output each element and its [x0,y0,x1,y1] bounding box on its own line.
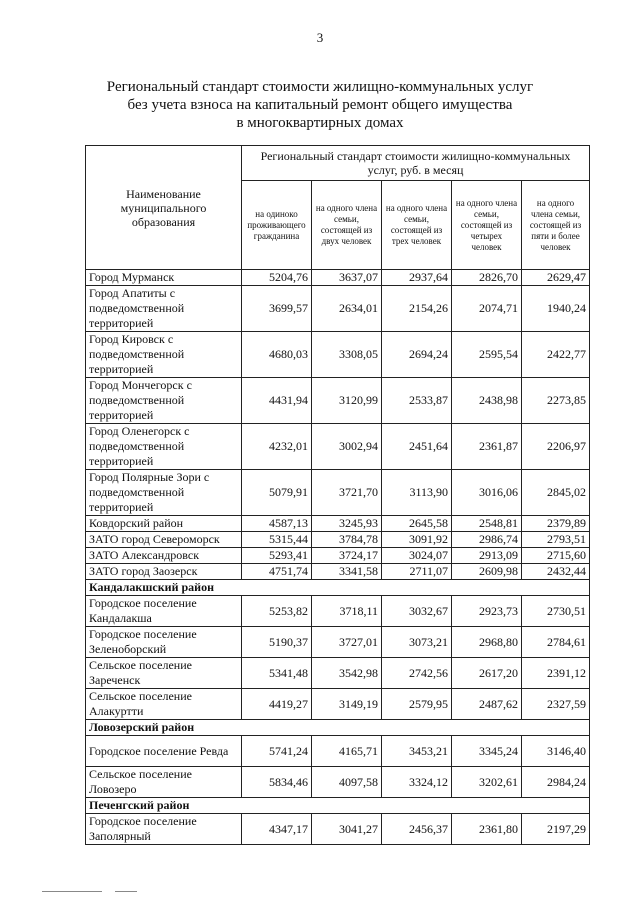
value-three: 3024,07 [382,548,452,564]
value-single: 5834,46 [242,767,312,798]
row-name: Город Кировск с подведомственной территорией [86,332,242,378]
footer-divider [42,891,102,892]
row-name: Город Оленегорск с подведомственной территорией [86,424,242,470]
value-single: 5293,41 [242,548,312,564]
value-single: 4419,27 [242,689,312,720]
row-name: Сельское поселение Алакуртти [86,689,242,720]
value-three: 3113,90 [382,470,452,516]
section-title-pechenga: Печенгский район [86,798,590,814]
table-row [86,627,590,658]
value-four: 2986,74 [452,532,522,548]
value-two: 3718,11 [312,596,382,627]
value-four: 2361,87 [452,424,522,470]
row-name: ЗАТО Александровск [86,548,242,564]
title-line-2: без учета взноса на капитальный ремонт общего имущества [127,97,513,113]
value-four: 2913,09 [452,548,522,564]
value-three: 3073,21 [382,627,452,658]
column-header-municipality: Наименование муниципального образования [86,146,242,270]
value-three: 2533,87 [382,378,452,424]
value-four: 2826,70 [452,270,522,286]
value-single: 4680,03 [242,332,312,378]
row-name: Городское поселение Кандалакша [86,596,242,627]
table-row [86,689,590,720]
value-single: 5315,44 [242,532,312,548]
table-row [86,532,590,548]
value-four: 3345,24 [452,736,522,767]
title-line-1: Региональный стандарт стоимости жилищно-коммунальных услуг [106,79,534,95]
value-three: 3032,67 [382,596,452,627]
value-five-plus: 2845,02 [522,470,590,516]
row-name: Город Мурманск [86,270,242,286]
value-two: 3041,27 [312,814,382,845]
row-name: Ковдорский район [86,516,242,532]
value-two: 3724,17 [312,548,382,564]
value-five-plus: 2432,44 [522,564,590,580]
value-single: 5190,37 [242,627,312,658]
value-single: 5341,48 [242,658,312,689]
section-row [86,580,590,596]
value-four: 2074,71 [452,286,522,332]
table-row [86,767,590,798]
value-single: 3699,57 [242,286,312,332]
value-two: 3721,70 [312,470,382,516]
value-two: 3002,94 [312,424,382,470]
value-single: 4431,94 [242,378,312,424]
value-five-plus: 2379,89 [522,516,590,532]
value-single: 4751,74 [242,564,312,580]
value-three: 2694,24 [382,332,452,378]
value-two: 3727,01 [312,627,382,658]
value-single: 4587,13 [242,516,312,532]
value-two: 3542,98 [312,658,382,689]
table-row [86,470,590,516]
value-four: 2609,98 [452,564,522,580]
value-three: 2645,58 [382,516,452,532]
value-two: 4165,71 [312,736,382,767]
row-name: Городское поселение Ревда [86,736,242,767]
table-row [86,270,590,286]
value-four: 2361,80 [452,814,522,845]
value-single: 4347,17 [242,814,312,845]
section-title-lovozero: Ловозерский район [86,720,590,736]
table-body [86,270,590,845]
row-name: Городское поселение Заполярный [86,814,242,845]
column-header-five-plus-persons: на одного члена семьи, состоящей из пяти и более человек [522,181,590,270]
table-row [86,814,590,845]
value-four: 2595,54 [452,332,522,378]
value-single: 5204,76 [242,270,312,286]
value-four: 2487,62 [452,689,522,720]
value-four: 2617,20 [452,658,522,689]
table-row [86,596,590,627]
value-three: 3091,92 [382,532,452,548]
value-five-plus: 2715,60 [522,548,590,564]
value-four: 3202,61 [452,767,522,798]
table-row [86,332,590,378]
value-three: 3453,21 [382,736,452,767]
column-header-four-persons: на одного члена семьи, состоящей из четырех человек [452,181,522,270]
section-title-kandalaksha: Кандалакшский район [86,580,590,596]
value-five-plus: 2197,29 [522,814,590,845]
table-row [86,548,590,564]
row-name: ЗАТО город Заозерск [86,564,242,580]
tariff-table [85,145,590,845]
value-five-plus: 2730,51 [522,596,590,627]
value-two: 2634,01 [312,286,382,332]
value-two: 3245,93 [312,516,382,532]
row-name: Городское поселение Зеленоборский [86,627,242,658]
value-three: 2742,56 [382,658,452,689]
value-four: 2438,98 [452,378,522,424]
value-five-plus: 2784,61 [522,627,590,658]
row-name: Город Полярные Зори с подведомственной территорией [86,470,242,516]
value-five-plus: 2327,59 [522,689,590,720]
value-two: 3308,05 [312,332,382,378]
value-two: 3637,07 [312,270,382,286]
section-row [86,798,590,814]
value-five-plus: 2984,24 [522,767,590,798]
table-row [86,378,590,424]
value-two: 3341,58 [312,564,382,580]
row-name: Сельское поселение Ловозеро [86,767,242,798]
value-five-plus: 1940,24 [522,286,590,332]
row-name: ЗАТО город Североморск [86,532,242,548]
value-three: 2579,95 [382,689,452,720]
value-three: 2456,37 [382,814,452,845]
value-three: 2154,26 [382,286,452,332]
column-header-three-persons: на одного члена семьи, состоящей из трех человек [382,181,452,270]
page-number: 3 [316,30,324,45]
column-header-single: на одиноко проживающего гражданина [242,181,312,270]
table-row [86,564,590,580]
value-five-plus: 2629,47 [522,270,590,286]
value-two: 3120,99 [312,378,382,424]
value-three: 2711,07 [382,564,452,580]
value-single: 5079,91 [242,470,312,516]
row-name: Город Апатиты с подведомственной территорией [86,286,242,332]
value-three: 2451,64 [382,424,452,470]
value-five-plus: 2793,51 [522,532,590,548]
value-five-plus: 2422,77 [522,332,590,378]
value-two: 3149,19 [312,689,382,720]
value-four: 2548,81 [452,516,522,532]
column-header-two-persons: на одного члена семьи, состоящей из двух человек [312,181,382,270]
title-line-3: в многоквартирных домах [236,115,404,131]
value-five-plus: 2273,85 [522,378,590,424]
value-two: 3784,78 [312,532,382,548]
value-two: 4097,58 [312,767,382,798]
section-row [86,720,590,736]
value-three: 2937,64 [382,270,452,286]
value-three: 3324,12 [382,767,452,798]
value-single: 5741,24 [242,736,312,767]
table-row [86,516,590,532]
table-row [86,658,590,689]
row-name: Сельское поселение Зареченск [86,658,242,689]
value-single: 4232,01 [242,424,312,470]
row-name: Город Мончегорск с подведомственной территорией [86,378,242,424]
value-four: 2968,80 [452,627,522,658]
footer-divider-short [115,891,137,892]
table-row [86,286,590,332]
table-row [86,424,590,470]
value-four: 2923,73 [452,596,522,627]
value-single: 5253,82 [242,596,312,627]
table-row [86,736,590,767]
value-five-plus: 3146,40 [522,736,590,767]
document-title [60,78,580,132]
value-five-plus: 2206,97 [522,424,590,470]
column-group-header: Региональный стандарт стоимости жилищно-коммунальных услуг, руб. в месяц [242,146,590,181]
value-five-plus: 2391,12 [522,658,590,689]
value-four: 3016,06 [452,470,522,516]
